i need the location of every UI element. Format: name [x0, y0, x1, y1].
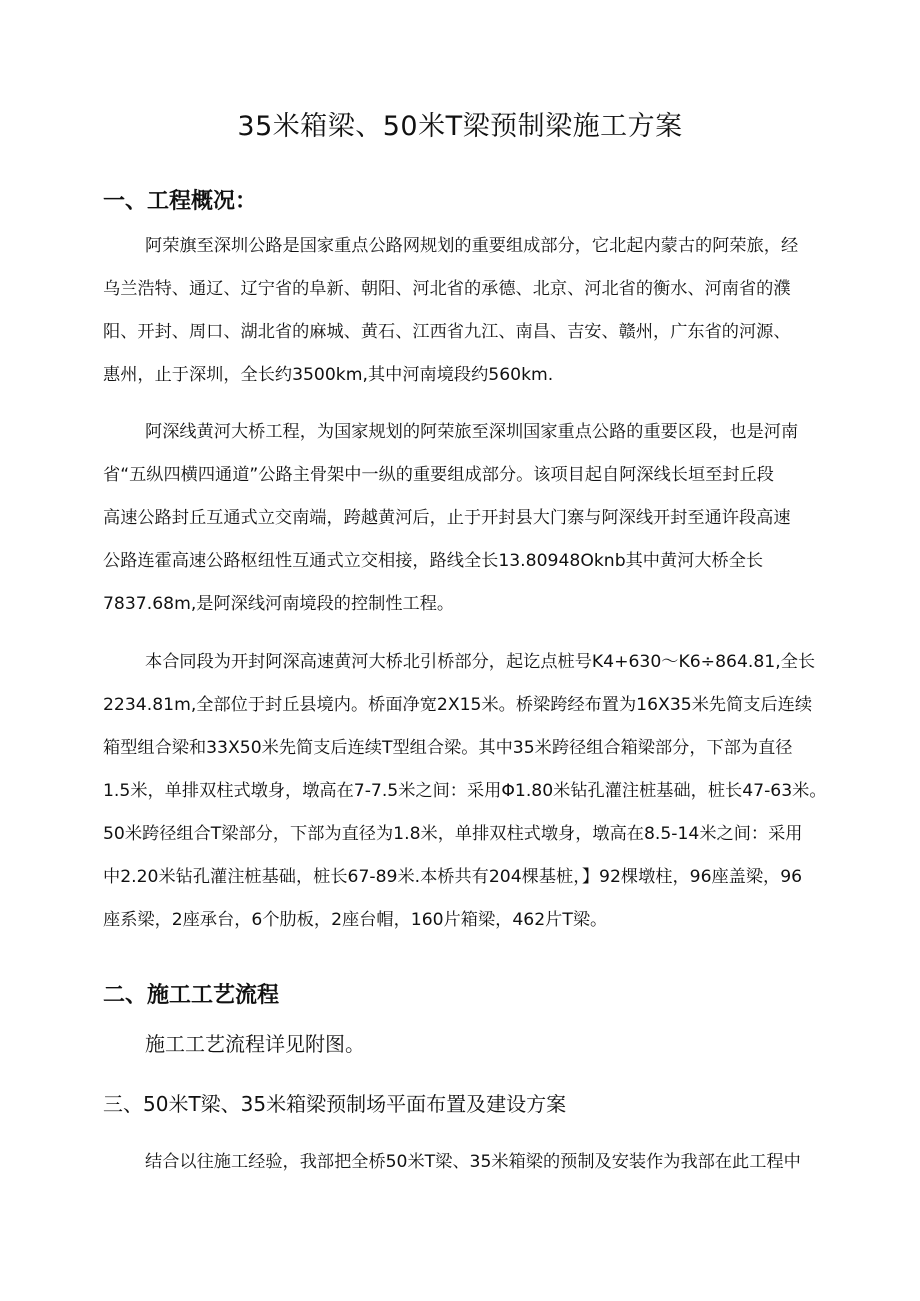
paragraph-line: 座系梁，2座承台，6个肋板，2座台帽，160片箱梁，462片T梁。 — [103, 910, 608, 930]
paragraph-line: 箱型组合梁和33X50米先简支后连续T型组合梁。其中35米跨径组合箱梁部分，下部为直径 — [103, 738, 793, 758]
paragraph-line: 结合以往施工经验，我部把全桥50米T梁、35米箱梁的预制及安装作为我部在此工程中 — [145, 1152, 801, 1172]
paragraph-line: 阳、开封、周口、湖北省的麻城、黄石、江西省九江、南昌、吉安、赣州，广东省的河源、 — [103, 322, 791, 342]
section-2-text: 施工工艺流程详见附图。 — [145, 1032, 365, 1056]
paragraph-line: 乌兰浩特、通辽、辽宁省的阜新、朝阳、河北省的承德、北京、河北省的衡水、河南省的濮 — [103, 279, 791, 299]
paragraph-line: 7837.68m,是阿深线河南境段的控制性工程。 — [103, 594, 455, 614]
section-1-heading: 一、工程概况： — [103, 189, 258, 214]
paragraph-line: 中2.20米钻孔灌注桩基础，桩长67-89米.本桥共有204棵基桩，】92棵墩柱，96座盖梁，96 — [103, 867, 803, 887]
paragraph-line: 2234.81m,全部位于封丘县境内。桥面净宽2X15米。桥梁跨经布置为16X35米先简支后连续 — [103, 695, 813, 715]
document-title: 35米箱梁、50米T梁预制梁施工方案 — [237, 111, 683, 142]
paragraph-line: 1.5米，单排双柱式墩身，墩高在7-7.5米之间：采用Φ1.80米钻孔灌注桩基础，桩长47-63米。 — [103, 781, 827, 801]
paragraph-line: 本合同段为开封阿深高速黄河大桥北引桥部分，起讫点桩号K4+630～K6÷864.81,全长 — [145, 652, 816, 672]
section-1-paragraph-1 — [103, 225, 843, 397]
paragraph-line: 高速公路封丘互通式立交南端，跨越黄河后，止于开封县大门寨与阿深线开封至通许段高速 — [103, 508, 791, 528]
section-1-paragraph-2 — [103, 411, 843, 626]
paragraph-line: 阿深线黄河大桥工程，为国家规划的阿荣旅至深圳国家重点公路的重要区段，也是河南 — [145, 422, 799, 442]
paragraph-line: 阿荣旗至深圳公路是国家重点公路网规划的重要组成部分，它北起内蒙古的阿荣旅，经 — [145, 236, 799, 256]
paragraph-line: 惠州，止于深圳，全长约3500km,其中河南境段约560km. — [103, 365, 554, 385]
paragraph-line: 省“五纵四横四通道”公路主骨架中一纵的重要组成部分。该项目起自阿深线长垣至封丘段 — [103, 465, 774, 485]
section-1-paragraph-3 — [103, 641, 843, 942]
section-3-paragraph-1 — [103, 1141, 843, 1184]
section-2-heading: 二、施工工艺流程 — [103, 983, 280, 1008]
paragraph-line: 公路连霍高速公路枢纽性互通式立交相接，路线全长13.80948Oknb其中黄河大桥全长 — [103, 551, 764, 571]
paragraph-line: 50米跨径组合T梁部分，下部为直径为1.8米，单排双柱式墩身，墩高在8.5-14米之间：采用 — [103, 824, 803, 844]
section-3-heading: 三、50米T梁、35米箱梁预制场平面布置及建设方案 — [103, 1092, 567, 1116]
